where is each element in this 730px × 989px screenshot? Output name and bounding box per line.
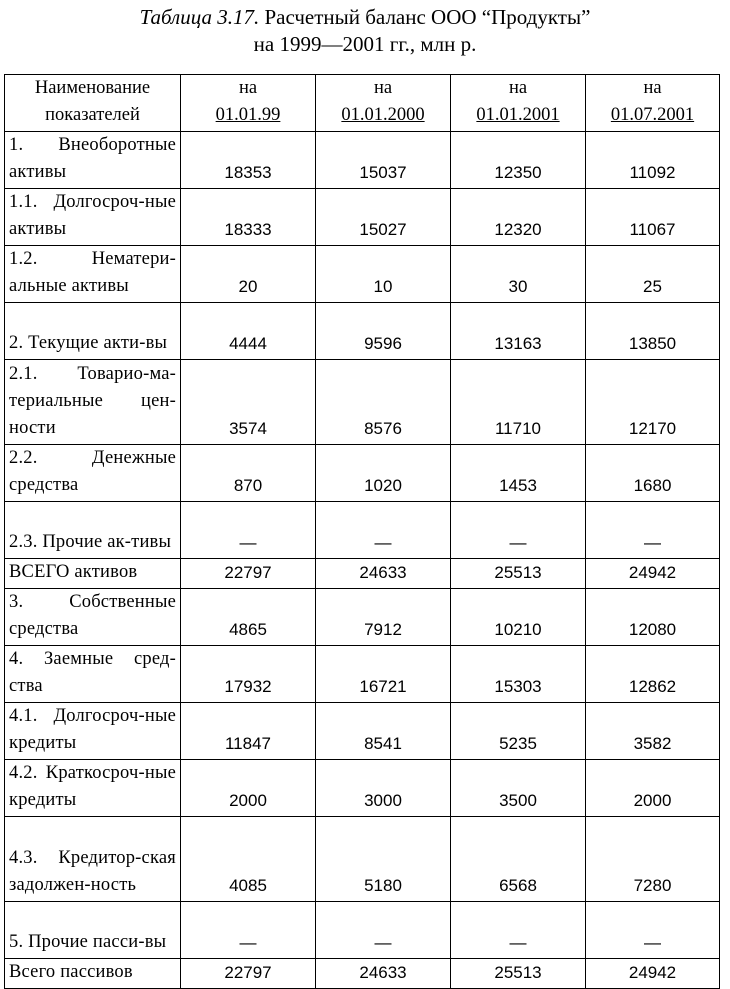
value-cell: — — [181, 502, 316, 559]
value-cell: 15303 — [451, 646, 586, 703]
table-row — [5, 959, 720, 989]
table-caption — [0, 4, 730, 58]
value-cell: 1680 — [586, 445, 720, 502]
table-row — [5, 902, 720, 959]
header-date: на 01.01.2001 — [451, 75, 586, 132]
value-cell: 4085 — [181, 817, 316, 902]
table-row — [5, 303, 720, 360]
value-cell: — — [181, 902, 316, 959]
row-label: Всего пассивов — [5, 959, 181, 989]
value-cell: 12350 — [451, 132, 586, 189]
row-label: 5. Прочие пасси-вы — [5, 902, 181, 959]
value-cell: 8576 — [316, 360, 451, 445]
caption-line-1 — [0, 4, 730, 31]
value-cell: 11092 — [586, 132, 720, 189]
value-cell: — — [316, 902, 451, 959]
value-cell: 1453 — [451, 445, 586, 502]
row-label: ВСЕГО активов — [5, 559, 181, 589]
value-cell: 12170 — [586, 360, 720, 445]
value-cell: 30 — [451, 246, 586, 303]
value-cell: 13850 — [586, 303, 720, 360]
value-cell: 8541 — [316, 703, 451, 760]
header-date: на 01.07.2001 — [586, 75, 720, 132]
table-subtitle: на 1999—2001 гг., млн р. — [253, 32, 477, 56]
table-row — [5, 703, 720, 760]
value-cell: 11710 — [451, 360, 586, 445]
value-cell: 7280 — [586, 817, 720, 902]
header-name: Наименование показателей — [5, 75, 181, 132]
value-cell: 4444 — [181, 303, 316, 360]
value-cell: 12320 — [451, 189, 586, 246]
value-cell: — — [586, 902, 720, 959]
value-cell: 2000 — [181, 760, 316, 817]
value-cell: 11847 — [181, 703, 316, 760]
value-cell: 12862 — [586, 646, 720, 703]
value-cell: 2000 — [586, 760, 720, 817]
row-label: 4. Заемные сред-ства — [5, 646, 181, 703]
value-cell: 15037 — [316, 132, 451, 189]
value-cell: 16721 — [316, 646, 451, 703]
value-cell: 11067 — [586, 189, 720, 246]
row-label: 1.1. Долгосроч-ные активы — [5, 189, 181, 246]
value-cell: 12080 — [586, 589, 720, 646]
row-label: 4.2. Краткосроч-ные кредиты — [5, 760, 181, 817]
value-cell: 24633 — [316, 959, 451, 989]
value-cell: — — [451, 902, 586, 959]
value-cell: 20 — [181, 246, 316, 303]
table-row — [5, 646, 720, 703]
table-row — [5, 559, 720, 589]
table-row — [5, 445, 720, 502]
value-cell: 3582 — [586, 703, 720, 760]
row-label: 4.3. Кредитор-ская задолжен-ность — [5, 817, 181, 902]
value-cell: — — [316, 502, 451, 559]
row-label: 2. Текущие акти-вы — [5, 303, 181, 360]
value-cell: 25513 — [451, 959, 586, 989]
value-cell: 24633 — [316, 559, 451, 589]
header-date: на 01.01.2000 — [316, 75, 451, 132]
value-cell: 4865 — [181, 589, 316, 646]
table-row — [5, 817, 720, 902]
value-cell: 24942 — [586, 559, 720, 589]
value-cell: 7912 — [316, 589, 451, 646]
table-body — [5, 132, 720, 989]
table-number: Таблица 3.17. — [139, 5, 260, 29]
header-date: на 01.01.99 — [181, 75, 316, 132]
value-cell: 5180 — [316, 817, 451, 902]
value-cell: — — [451, 502, 586, 559]
value-cell: 3500 — [451, 760, 586, 817]
balance-table — [4, 74, 720, 989]
table-row — [5, 246, 720, 303]
row-label: 1. Внеоборотные активы — [5, 132, 181, 189]
value-cell: 1020 — [316, 445, 451, 502]
value-cell: 3574 — [181, 360, 316, 445]
header-row — [5, 75, 720, 132]
table-row — [5, 760, 720, 817]
row-label: 2.2. Денежные средства — [5, 445, 181, 502]
value-cell: 10 — [316, 246, 451, 303]
value-cell: 5235 — [451, 703, 586, 760]
value-cell: 15027 — [316, 189, 451, 246]
table-title: Расчетный баланс ООО “Продукты” — [264, 5, 591, 29]
table-row — [5, 502, 720, 559]
value-cell: 10210 — [451, 589, 586, 646]
value-cell: 6568 — [451, 817, 586, 902]
table-row — [5, 132, 720, 189]
value-cell: 22797 — [181, 959, 316, 989]
value-cell: 870 — [181, 445, 316, 502]
row-label: 1.2. Нематери-альные активы — [5, 246, 181, 303]
table-row — [5, 189, 720, 246]
value-cell: 9596 — [316, 303, 451, 360]
value-cell: 13163 — [451, 303, 586, 360]
row-label: 2.1. Товарио-ма-териальные цен-ности — [5, 360, 181, 445]
value-cell: 18333 — [181, 189, 316, 246]
row-label: 2.3. Прочие ак-тивы — [5, 502, 181, 559]
value-cell: 24942 — [586, 959, 720, 989]
row-label: 3. Собственные средства — [5, 589, 181, 646]
table-row — [5, 589, 720, 646]
value-cell: — — [586, 502, 720, 559]
value-cell: 3000 — [316, 760, 451, 817]
value-cell: 17932 — [181, 646, 316, 703]
row-label: 4.1. Долгосроч-ные кредиты — [5, 703, 181, 760]
table-row — [5, 360, 720, 445]
value-cell: 22797 — [181, 559, 316, 589]
value-cell: 25513 — [451, 559, 586, 589]
value-cell: 18353 — [181, 132, 316, 189]
value-cell: 25 — [586, 246, 720, 303]
